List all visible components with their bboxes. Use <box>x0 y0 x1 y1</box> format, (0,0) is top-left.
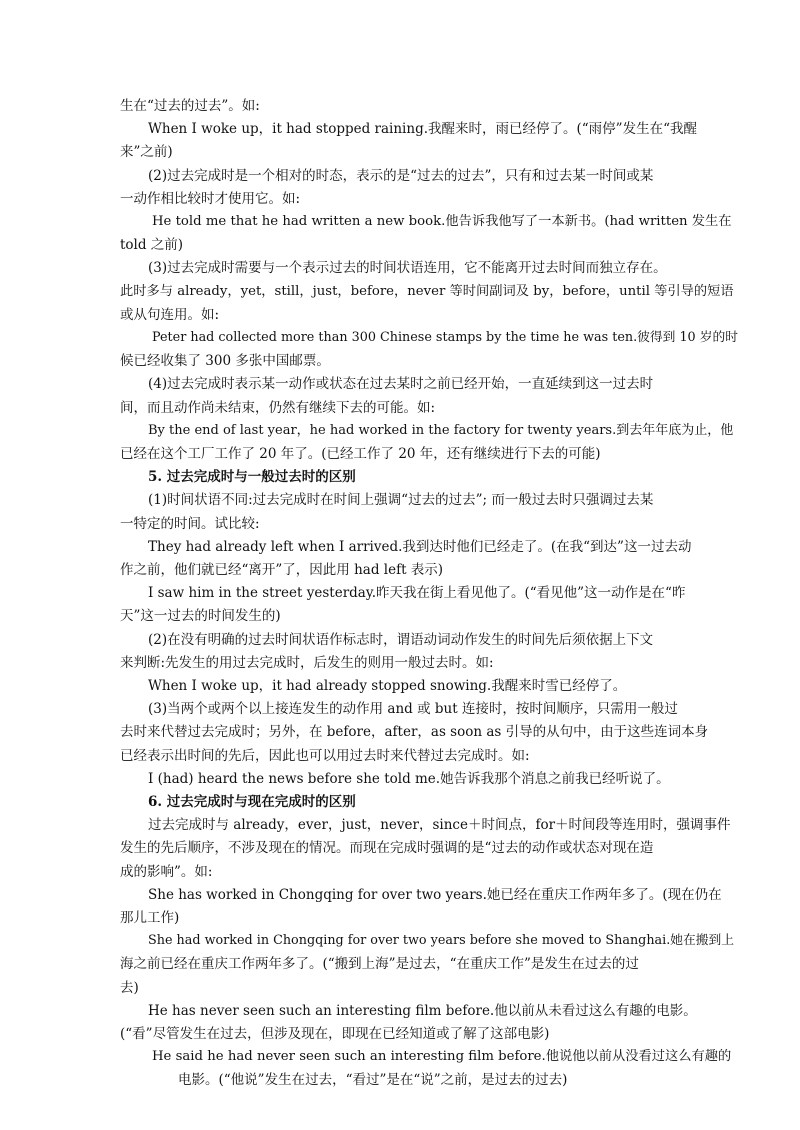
text-line: 过去完成时与 already，ever，just，never，since＋时间点，for＋时间段等连用时，强调事件 <box>148 817 731 834</box>
text-line: (3)过去完成时需要与一个表示过去的时间状语连用，它不能离开过去时间而独立存在。 <box>148 260 667 277</box>
text-line: 去时来代替过去完成时；另外，在 before，after，as soon as 引导的从句中，由于这些连词本身 <box>120 724 709 741</box>
text-line: 成的影响”。如: <box>120 863 213 880</box>
text-line: When I woke up，it had already stopped snowing.我醒来时雪已经停了。 <box>148 678 627 694</box>
text-line: 电影。(“他说”发生在过去，“看过”是在“说”之前，是过去的过去) <box>178 1072 568 1089</box>
text-line: By the end of last year，he had worked in the factory for twenty years.到去年年底为止，他 <box>148 422 734 438</box>
text-line: 来判断:先发生的用过去完成时，后发生的则用一般过去时。如: <box>120 654 494 671</box>
text-line: (3)当两个或两个以上接连发生的动作用 and 或 but 连接时，按时间顺序，只需用一般过 <box>148 701 678 718</box>
text-line: She has worked in Chongqing for over two years.她已经在重庆工作两年多了。(现在仍在 <box>148 886 722 903</box>
text-line: 去) <box>120 979 139 996</box>
text-line: Peter had collected more than 300 Chinese stamps by the time he was ten.彼得到 10 岁的时 <box>152 330 738 345</box>
text-line: 已经在这个工厂工作了 20 年了。(已经工作了 20 年，还有继续进行下去的可能) <box>120 446 601 462</box>
text-line: (“看”尽管发生在过去，但涉及现在，即现在已经知道或了解了这部电影) <box>120 1026 550 1042</box>
text-line: (2)在没有明确的过去时间状语作标志时，谓语动词动作发生的时间先后须依据上下文 <box>148 631 654 648</box>
section-heading: 6. 过去完成时与现在完成时的区别 <box>148 794 356 810</box>
section-heading: 5. 过去完成时与一般过去时的区别 <box>148 469 356 486</box>
text-line: 候已经收集了 300 多张中国邮票。 <box>120 353 330 370</box>
text-line: She had worked in Chongqing for over two years before she moved to Shanghai.她在搬到上 <box>148 933 735 949</box>
text-line: I (had) heard the news before she told me.她告诉我那个消息之前我已经听说了。 <box>148 770 670 787</box>
text-line: 生在“过去的过去”。如: <box>120 98 260 114</box>
text-line: 作之前，他们就已经“离开”了，因此用 had left 表示) <box>120 562 444 578</box>
text-line: They had already left when I arrived.我到达时他们已经走了。(在我“到达”这一过去动 <box>148 538 692 555</box>
text-line: 一动作相比较时才使用它。如: <box>120 190 301 207</box>
text-line: 间，而且动作尚未结束，仍然有继续下去的可能。如: <box>120 399 436 416</box>
text-line: 天”这一过去的时间发生的) <box>120 608 281 625</box>
text-line: (2)过去完成时是一个相对的时态，表示的是“过去的过去”，只有和过去某一时间或某 <box>148 167 654 184</box>
text-line: 已经表示出时间的先后，因此也可以用过去时来代替过去完成时。如: <box>120 747 530 764</box>
text-line: He has never seen such an interesting film before.他以前从未看过这么有趣的电影。 <box>148 1002 697 1019</box>
text-line: I saw him in the street yesterday.昨天我在街上看见他了。(“看见他”这一动作是在“昨 <box>148 585 686 602</box>
text-line: told 之前) <box>120 237 184 254</box>
text-line: He told me that he had written a new book.他告诉我他写了一本新书。(had written 发生在 <box>152 214 732 229</box>
text-line: 或从句连用。如: <box>120 306 220 323</box>
text-line: (4)过去完成时表示某一动作或状态在过去某时之前已经开始，一直延续到这一过去时 <box>148 376 654 393</box>
text-line: He said he had never seen such an interesting film before.他说他以前从没看过这么有趣的 <box>152 1049 732 1065</box>
text-line: When I woke up，it had stopped raining.我醒来时，雨已经停了。(“雨停”发生在“我醒 <box>148 121 697 138</box>
text-line: 一特定的时间。试比较: <box>120 515 260 532</box>
text-line: 海之前已经在重庆工作两年多了。(“搬到上海”是过去，“在重庆工作”是发生在过去的过 <box>120 956 639 973</box>
text-line: (1)时间状语不同:过去完成时在时间上强调“过去的过去”; 而一般过去时只强调过去某 <box>148 492 654 509</box>
text-line: 此时多与 already，yet，still，just，before，never 等时间副词及 by，before，until 等引导的短语 <box>120 283 734 299</box>
text-line: 发生的先后顺序，不涉及现在的情况。而现在完成时强调的是“过去的动作或状态对现在造 <box>120 840 654 857</box>
text-line: 来”之前) <box>120 144 173 161</box>
text-line: 那儿工作) <box>120 910 180 926</box>
